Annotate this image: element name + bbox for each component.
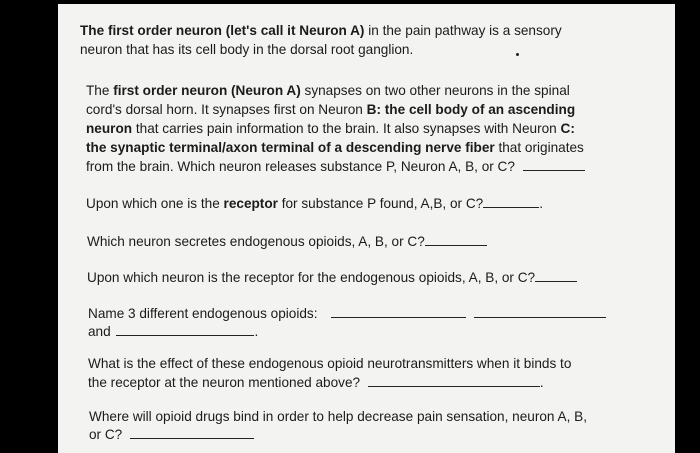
question-secretes: Which neuron secretes endogenous opioids, A, B, or C? — [87, 232, 487, 251]
synapse-line-2: cord's dorsal horn. It synapses first on Neuron B: the cell body of an ascending — [86, 102, 576, 117]
worksheet-page — [58, 4, 675, 453]
intro-bold-text: The first order neuron (let's call it Neuron A) — [80, 23, 365, 38]
question-drugs-line-1: Where will opioid drugs bind in order to help decrease pain sensation, neuron A, B, — [89, 409, 587, 424]
question-drugs-line-2: or C? — [89, 425, 254, 444]
intro-line-1: The first order neuron (let's call it Neuron A) in the pain pathway is a sensory — [80, 23, 562, 38]
synapse-line-1: The first order neuron (Neuron A) synapses on two other neurons in the spinal — [86, 83, 570, 98]
synapse-line-3: neuron that carries pain information to the brain. It also synapses with Neuron C: — [86, 121, 575, 136]
question-receptor: Upon which one is the receptor for substance P found, A,B, or C? . — [86, 196, 544, 211]
answer-blank-receptor[interactable] — [483, 194, 539, 208]
synapse-line-4: the synaptic terminal/axon terminal of a descending nerve fiber that originates — [86, 140, 584, 155]
question-opioid-receptor: Upon which neuron is the receptor for the endogenous opioids, A, B, or C? — [87, 268, 577, 287]
answer-blank-opioid-1[interactable] — [331, 304, 466, 318]
question-name-and: and . — [88, 324, 259, 339]
answer-blank-opioid-2[interactable] — [474, 304, 606, 318]
answer-blank-substance-p[interactable] — [523, 157, 585, 171]
answer-blank-effect[interactable] — [368, 373, 540, 387]
answer-blank-drugs[interactable] — [130, 425, 254, 439]
answer-blank-opioid-receptor[interactable] — [535, 268, 577, 282]
answer-blank-opioid-3[interactable] — [116, 322, 254, 336]
stray-dot — [516, 53, 519, 56]
question-effect-line-1: What is the effect of these endogenous opioid neurotransmitters when it binds to — [88, 356, 572, 371]
synapse-line-5: from the brain. Which neuron releases substance P, Neuron A, B, or C? — [86, 157, 585, 176]
question-name-opioids: Name 3 different endogenous opioids: — [88, 304, 606, 323]
intro-line-2: neuron that has its cell body in the dorsal root ganglion. — [80, 42, 414, 57]
question-effect-line-2: the receptor at the neuron mentioned above? . — [88, 375, 544, 390]
answer-blank-secretes[interactable] — [425, 232, 487, 246]
